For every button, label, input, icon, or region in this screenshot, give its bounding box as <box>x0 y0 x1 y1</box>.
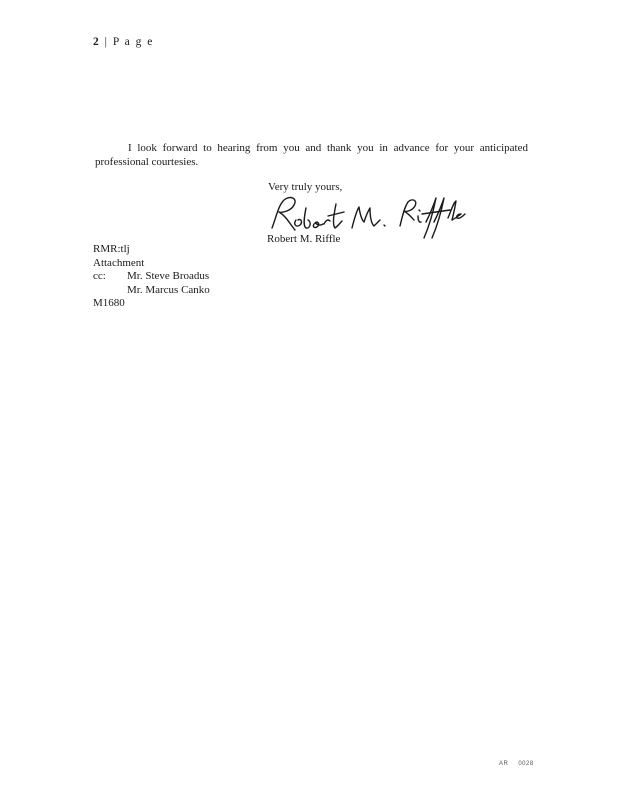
page-number: 2 <box>93 36 101 48</box>
page-header <box>93 36 154 48</box>
cc-line <box>93 270 210 284</box>
letter-footer <box>93 243 210 311</box>
closing-salutation: Very truly yours, <box>268 181 343 193</box>
cc-label: cc: <box>93 270 106 282</box>
signer-name: Robert M. Riffle <box>267 233 341 245</box>
stamp-prefix: AR <box>499 761 509 767</box>
cc-line <box>93 284 210 298</box>
stamp-number: 0028 <box>518 761 534 767</box>
page-label: P a g e <box>112 36 154 48</box>
reference-initials: RMR:tlj <box>93 243 130 255</box>
bates-stamp <box>499 761 534 767</box>
body-paragraph: I look forward to hearing from you and thank you in advance for your anticipated professional courtesies. <box>95 142 528 168</box>
page-separator: | <box>100 36 113 48</box>
attachment-note: Attachment <box>93 256 145 269</box>
cc-recipient: Mr. Steve Broadus <box>127 270 210 282</box>
file-code: M1680 <box>93 297 125 309</box>
cc-recipient: Mr. Marcus Canko <box>127 283 210 296</box>
